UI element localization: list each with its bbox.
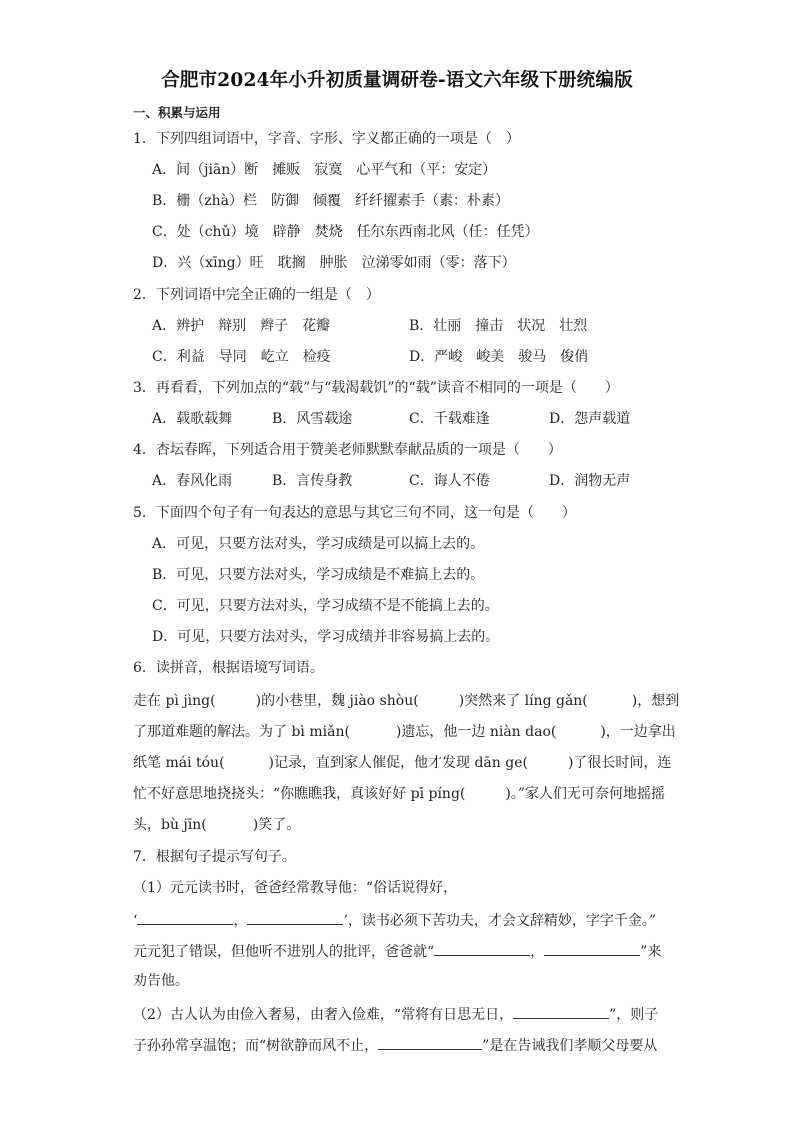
text-segment: )的小巷里，魏 jiào shòu( bbox=[255, 693, 419, 709]
question-7-stem: 7．根据句子提示写句子。 bbox=[133, 849, 296, 865]
fill-blank[interactable] bbox=[434, 941, 530, 956]
question-3-option-b: B．风雪载途 bbox=[272, 411, 353, 427]
question-7-part-1-line-1: （1）元元读书时，爸爸经常教导他：“俗话说得好， bbox=[133, 880, 458, 896]
question-1-option-a: A．间（jiān）断 摊贩 寂寞 心平气和（平：安定） bbox=[152, 162, 497, 178]
question-6-line-2 bbox=[133, 723, 676, 741]
question-4-option-b: B．言传身教 bbox=[272, 473, 353, 489]
question-2-option-a: A．辨护 辩别 辫子 花瓣 bbox=[152, 318, 331, 334]
question-2-stem: 2．下列词语中完全正确的一组是（ ） bbox=[133, 287, 380, 303]
question-3-option-d: D．怨声载道 bbox=[549, 411, 631, 427]
question-7-part-1-line-4: 劝告他。 bbox=[133, 973, 189, 989]
text-segment: ‘ bbox=[133, 913, 138, 929]
text-segment: （2）古人认为由俭入奢易，由奢入俭难，“常将有日思无日， bbox=[133, 1007, 514, 1023]
question-7-part-1-line-3 bbox=[133, 941, 661, 961]
fill-blank[interactable] bbox=[513, 1004, 609, 1019]
text-segment: 忙不好意思地挠挠头：“你瞧瞧我，真该好好 pī píng( bbox=[133, 786, 466, 802]
fill-blank[interactable] bbox=[544, 941, 640, 956]
question-5-stem: 5．下面四个句子有一句表达的意思与其它三句不同，这一句是（ ） bbox=[133, 505, 576, 521]
text-segment: 元元犯了错误，但他听不进别人的批评，爸爸就“ bbox=[133, 944, 435, 960]
question-4-stem: 4．杏坛春晖，下列适合用于赞美老师默默奉献品质的一项是（ ） bbox=[133, 442, 562, 458]
question-1-option-c: C．处（chǔ）境 辟静 焚烧 任尔东西南北风（任：任凭） bbox=[152, 224, 539, 240]
question-1-option-d: D．兴（xīng）旺 耽搁 肿胀 泣涕零如雨（零：落下） bbox=[152, 255, 516, 271]
text-segment: )遗忘，他一边 niàn dao( bbox=[395, 724, 557, 740]
question-3-option-c: C．千载难逢 bbox=[409, 411, 490, 427]
question-4-option-c: C．诲人不倦 bbox=[409, 473, 490, 489]
question-4-option-d: D．润物无声 bbox=[549, 473, 631, 489]
text-segment: )记录，直到家人催促，他才发现 dān ge( bbox=[268, 755, 528, 771]
exam-title: 合肥市2024年小升初质量调研卷-语文六年级下册统编版 bbox=[161, 70, 633, 91]
question-7-part-1-line-2 bbox=[133, 910, 656, 930]
text-segment: 纸笔 mái tóu( bbox=[133, 755, 225, 771]
question-5-option-a: A．可见，只要方法对头，学习成绩是可以搞上去的。 bbox=[152, 536, 485, 552]
question-7-part-2-line-2 bbox=[133, 1035, 657, 1055]
question-6-stem: 6．读拼音，根据语境写词语。 bbox=[133, 660, 324, 676]
text-segment: 走在 pì jìng( bbox=[133, 693, 216, 709]
question-7-part-2-line-1 bbox=[133, 1004, 658, 1024]
text-segment: ”，则子 bbox=[609, 1007, 659, 1023]
question-6-line-4 bbox=[133, 785, 665, 803]
text-segment: ”是在告诫我们孝顺父母要从 bbox=[482, 1038, 658, 1054]
question-2-option-b: B．壮丽 撞击 状况 壮烈 bbox=[409, 318, 588, 334]
question-1-stem: 1．下列四组词语中，字音、字形、字义都正确的一项是（ ） bbox=[133, 131, 520, 147]
question-6-line-1 bbox=[133, 692, 679, 710]
text-segment: )了很长时间，连 bbox=[567, 755, 672, 771]
text-segment: )。”家人们无可奈何地摇摇 bbox=[505, 786, 666, 802]
fill-blank[interactable] bbox=[247, 910, 343, 925]
question-4-option-a: A．春风化雨 bbox=[152, 473, 233, 489]
text-segment: 子孙孙常享温饱；而“树欲静而风不止， bbox=[133, 1038, 379, 1054]
question-3-option-a: A．载歌载舞 bbox=[152, 411, 233, 427]
text-segment: )笑了。 bbox=[252, 817, 301, 833]
text-segment: ， bbox=[530, 944, 545, 960]
text-segment: ， bbox=[233, 913, 248, 929]
question-6-line-3 bbox=[133, 754, 671, 772]
text-segment: ”来 bbox=[640, 944, 662, 960]
question-2-option-d: D．严峻 峻美 骏马 俊俏 bbox=[409, 349, 589, 365]
text-segment: )，一边拿出 bbox=[600, 724, 676, 740]
fill-blank[interactable] bbox=[137, 910, 233, 925]
text-segment: 了那道难题的解法。为了 bì miǎn( bbox=[133, 724, 350, 740]
text-segment: )，想到 bbox=[631, 693, 680, 709]
question-1-option-b: B．栅（zhà）栏 防御 倾覆 纤纤擢素手（素：朴素） bbox=[152, 193, 510, 209]
question-5-option-b: B．可见，只要方法对头，学习成绩是不难搞上去的。 bbox=[152, 567, 485, 583]
question-2-option-c: C．利益 导同 屹立 检疫 bbox=[152, 349, 331, 365]
text-segment: ’，读书必须下苦功夫，才会文辞精妙，字字千金。” bbox=[343, 913, 657, 929]
question-5-option-d: D．可见，只要方法对头，学习成绩并非容易搞上去的。 bbox=[152, 629, 500, 645]
fill-blank[interactable] bbox=[378, 1035, 482, 1050]
question-5-option-c: C．可见，只要方法对头，学习成绩不是不能搞上去的。 bbox=[152, 598, 499, 614]
text-segment: )突然来了 líng gǎn( bbox=[458, 693, 588, 709]
section-heading: 一、积累与运用 bbox=[133, 105, 221, 120]
text-segment: 头，bù jīn( bbox=[133, 817, 207, 833]
question-6-line-5 bbox=[133, 816, 300, 834]
question-3-stem: 3．再看看，下列加点的“载”与“载渴载饥”的“载”读音不相同的一项是（ ） bbox=[133, 380, 619, 396]
